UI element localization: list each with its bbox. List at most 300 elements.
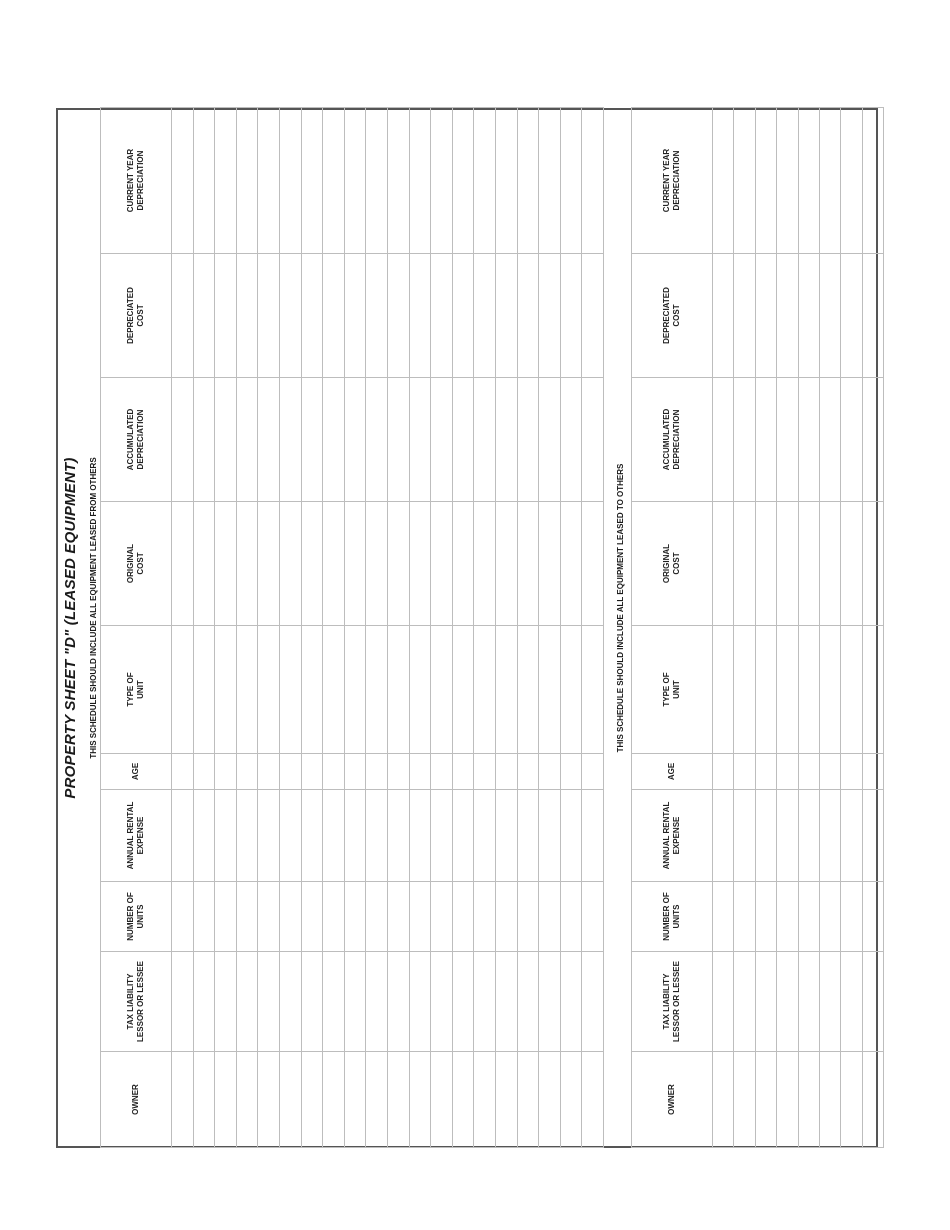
entry-cell[interactable] — [713, 882, 734, 952]
entry-cell[interactable] — [323, 952, 345, 1052]
entry-cell[interactable] — [387, 378, 409, 502]
entry-cell[interactable] — [582, 952, 604, 1052]
entry-cell[interactable] — [431, 108, 453, 254]
entry-cell[interactable] — [431, 502, 453, 626]
entry-cell[interactable] — [517, 882, 539, 952]
entry-cell[interactable] — [862, 254, 883, 378]
entry-cell[interactable] — [713, 952, 734, 1052]
entry-cell[interactable] — [323, 254, 345, 378]
entry-cell[interactable] — [172, 882, 194, 952]
table-row — [236, 108, 258, 1148]
entry-cell[interactable] — [582, 108, 604, 254]
entry-cell[interactable] — [215, 754, 237, 790]
table-row — [819, 108, 840, 1148]
entry-cell[interactable] — [517, 790, 539, 882]
entry-cell[interactable] — [236, 754, 258, 790]
entry-cell[interactable] — [819, 754, 840, 790]
entry-cell[interactable] — [431, 754, 453, 790]
entry-cell[interactable] — [582, 502, 604, 626]
entry-cell[interactable] — [366, 754, 388, 790]
entry-cell[interactable] — [301, 108, 323, 254]
entry-cell[interactable] — [366, 882, 388, 952]
entry-cell[interactable] — [582, 626, 604, 754]
entry-cell[interactable] — [323, 790, 345, 882]
entry-cell[interactable] — [193, 108, 215, 254]
entry-cell[interactable] — [777, 502, 798, 626]
entry-cell[interactable] — [409, 378, 431, 502]
entry-cell[interactable] — [517, 108, 539, 254]
entry-cell[interactable] — [734, 254, 755, 378]
entry-cell[interactable] — [215, 882, 237, 952]
entry-cell[interactable] — [560, 502, 582, 626]
entry-cell[interactable] — [323, 754, 345, 790]
entry-cell[interactable] — [172, 378, 194, 502]
entry-cell[interactable] — [409, 790, 431, 882]
entry-cell[interactable] — [236, 254, 258, 378]
entry-cell[interactable] — [539, 882, 561, 952]
entry-cell[interactable] — [734, 502, 755, 626]
entry-cell[interactable] — [172, 502, 194, 626]
entry-cell[interactable] — [366, 378, 388, 502]
entry-cell[interactable] — [862, 1052, 883, 1148]
entry-cell[interactable] — [474, 502, 496, 626]
entry-cell[interactable] — [236, 108, 258, 254]
entry-cell[interactable] — [215, 626, 237, 754]
entry-cell[interactable] — [409, 952, 431, 1052]
entry-cell[interactable] — [517, 754, 539, 790]
entry-cell[interactable] — [862, 754, 883, 790]
entry-cell[interactable] — [193, 378, 215, 502]
entry-cell[interactable] — [366, 502, 388, 626]
entry-cell[interactable] — [258, 882, 280, 952]
entry-cell[interactable] — [713, 626, 734, 754]
entry-cell[interactable] — [452, 882, 474, 952]
entry-cell[interactable] — [862, 790, 883, 882]
entry-cell[interactable] — [755, 754, 776, 790]
entry-cell[interactable] — [279, 378, 301, 502]
column-header-line2: DEPRECIATION — [672, 150, 681, 211]
entry-cell[interactable] — [755, 108, 776, 254]
entry-cell[interactable] — [862, 626, 883, 754]
entry-cell[interactable] — [366, 790, 388, 882]
entry-cell[interactable] — [258, 502, 280, 626]
entry-cell[interactable] — [258, 108, 280, 254]
entry-cell[interactable] — [560, 1052, 582, 1148]
entry-cell[interactable] — [323, 1052, 345, 1148]
table-row — [862, 108, 883, 1148]
entry-cell[interactable] — [755, 626, 776, 754]
entry-cell[interactable] — [755, 952, 776, 1052]
entry-cell[interactable] — [344, 1052, 366, 1148]
entry-cell[interactable] — [366, 952, 388, 1052]
entry-cell[interactable] — [755, 254, 776, 378]
table-row — [366, 108, 388, 1148]
entry-cell[interactable] — [713, 502, 734, 626]
entry-cell[interactable] — [474, 754, 496, 790]
entry-cell[interactable] — [777, 790, 798, 882]
entry-cell[interactable] — [193, 1052, 215, 1148]
entry-cell[interactable] — [215, 952, 237, 1052]
entry-cell[interactable] — [387, 952, 409, 1052]
entry-cell[interactable] — [172, 754, 194, 790]
entry-cell[interactable] — [495, 254, 517, 378]
entry-cell[interactable] — [236, 952, 258, 1052]
column-header-line1: TYPE OF — [126, 672, 135, 707]
entry-cell[interactable] — [344, 754, 366, 790]
entry-cell[interactable] — [215, 790, 237, 882]
entry-cell[interactable] — [387, 254, 409, 378]
entry-cell[interactable] — [841, 502, 862, 626]
column-header-0 — [632, 1052, 713, 1148]
entry-cell[interactable] — [560, 108, 582, 254]
entry-cell[interactable] — [539, 626, 561, 754]
entry-cell[interactable] — [539, 952, 561, 1052]
entry-cell[interactable] — [539, 1052, 561, 1148]
entry-cell[interactable] — [495, 108, 517, 254]
column-header-7 — [101, 378, 172, 502]
entry-cell[interactable] — [279, 626, 301, 754]
entry-cell[interactable] — [344, 790, 366, 882]
entry-cell[interactable] — [517, 254, 539, 378]
entry-cell[interactable] — [172, 952, 194, 1052]
entry-cell[interactable] — [474, 254, 496, 378]
entry-cell[interactable] — [431, 1052, 453, 1148]
entry-cell[interactable] — [409, 754, 431, 790]
entry-cell[interactable] — [431, 882, 453, 952]
entry-cell[interactable] — [366, 254, 388, 378]
entry-cell[interactable] — [215, 254, 237, 378]
entry-cell[interactable] — [560, 754, 582, 790]
entry-cell[interactable] — [474, 790, 496, 882]
table-row — [387, 108, 409, 1148]
entry-cell[interactable] — [452, 254, 474, 378]
entry-cell[interactable] — [387, 790, 409, 882]
entry-cell[interactable] — [539, 754, 561, 790]
entry-cell[interactable] — [755, 378, 776, 502]
leased-to-table — [631, 107, 884, 1148]
entry-cell[interactable] — [193, 254, 215, 378]
entry-cell[interactable] — [841, 1052, 862, 1148]
entry-cell[interactable] — [431, 378, 453, 502]
entry-cell[interactable] — [452, 1052, 474, 1148]
entry-cell[interactable] — [841, 108, 862, 254]
entry-cell[interactable] — [819, 1052, 840, 1148]
entry-cell[interactable] — [387, 108, 409, 254]
entry-cell[interactable] — [193, 882, 215, 952]
entry-cell[interactable] — [193, 790, 215, 882]
entry-cell[interactable] — [172, 790, 194, 882]
entry-cell[interactable] — [344, 108, 366, 254]
entry-cell[interactable] — [734, 790, 755, 882]
entry-cell[interactable] — [279, 952, 301, 1052]
entry-cell[interactable] — [409, 882, 431, 952]
entry-cell[interactable] — [841, 254, 862, 378]
entry-cell[interactable] — [734, 378, 755, 502]
entry-cell[interactable] — [474, 378, 496, 502]
entry-cell[interactable] — [301, 254, 323, 378]
entry-cell[interactable] — [215, 502, 237, 626]
entry-cell[interactable] — [798, 378, 819, 502]
entry-cell[interactable] — [777, 378, 798, 502]
entry-cell[interactable] — [862, 882, 883, 952]
entry-cell[interactable] — [279, 790, 301, 882]
entry-cell[interactable] — [258, 626, 280, 754]
entry-cell[interactable] — [734, 626, 755, 754]
entry-cell[interactable] — [301, 1052, 323, 1148]
entry-cell[interactable] — [301, 378, 323, 502]
entry-cell[interactable] — [366, 1052, 388, 1148]
column-header-5 — [101, 626, 172, 754]
entry-cell[interactable] — [582, 1052, 604, 1148]
entry-cell[interactable] — [819, 626, 840, 754]
entry-cell[interactable] — [474, 1052, 496, 1148]
entry-cell[interactable] — [713, 754, 734, 790]
entry-cell[interactable] — [777, 754, 798, 790]
entry-cell[interactable] — [539, 502, 561, 626]
entry-cell[interactable] — [819, 502, 840, 626]
entry-cell[interactable] — [798, 108, 819, 254]
entry-cell[interactable] — [495, 790, 517, 882]
entry-cell[interactable] — [323, 626, 345, 754]
entry-cell[interactable] — [387, 754, 409, 790]
entry-cell[interactable] — [841, 882, 862, 952]
entry-cell[interactable] — [819, 952, 840, 1052]
entry-cell[interactable] — [798, 1052, 819, 1148]
entry-cell[interactable] — [452, 790, 474, 882]
header-row — [632, 108, 713, 1148]
entry-cell[interactable] — [841, 790, 862, 882]
entry-cell[interactable] — [193, 502, 215, 626]
entry-cell[interactable] — [734, 952, 755, 1052]
entry-cell[interactable] — [560, 378, 582, 502]
entry-cell[interactable] — [236, 1052, 258, 1148]
entry-cell[interactable] — [517, 1052, 539, 1148]
entry-cell[interactable] — [777, 626, 798, 754]
entry-cell[interactable] — [452, 378, 474, 502]
entry-cell[interactable] — [279, 108, 301, 254]
entry-cell[interactable] — [301, 790, 323, 882]
entry-cell[interactable] — [301, 882, 323, 952]
entry-cell[interactable] — [387, 1052, 409, 1148]
entry-cell[interactable] — [193, 952, 215, 1052]
entry-cell[interactable] — [236, 626, 258, 754]
entry-cell[interactable] — [841, 626, 862, 754]
entry-cell[interactable] — [215, 1052, 237, 1148]
entry-cell[interactable] — [474, 626, 496, 754]
entry-cell[interactable] — [777, 1052, 798, 1148]
entry-cell[interactable] — [798, 626, 819, 754]
entry-cell[interactable] — [495, 952, 517, 1052]
entry-cell[interactable] — [582, 254, 604, 378]
entry-cell[interactable] — [539, 378, 561, 502]
entry-cell[interactable] — [755, 1052, 776, 1148]
entry-cell[interactable] — [236, 378, 258, 502]
entry-cell[interactable] — [819, 790, 840, 882]
entry-cell[interactable] — [582, 882, 604, 952]
entry-cell[interactable] — [560, 254, 582, 378]
entry-cell[interactable] — [344, 502, 366, 626]
entry-cell[interactable] — [215, 108, 237, 254]
entry-cell[interactable] — [798, 502, 819, 626]
entry-cell[interactable] — [344, 378, 366, 502]
entry-cell[interactable] — [798, 790, 819, 882]
entry-cell[interactable] — [279, 754, 301, 790]
entry-cell[interactable] — [344, 882, 366, 952]
entry-cell[interactable] — [777, 952, 798, 1052]
entry-cell[interactable] — [236, 882, 258, 952]
entry-cell[interactable] — [582, 378, 604, 502]
entry-cell[interactable] — [172, 1052, 194, 1148]
entry-cell[interactable] — [777, 254, 798, 378]
entry-cell[interactable] — [301, 626, 323, 754]
entry-cell[interactable] — [279, 1052, 301, 1148]
header-row — [101, 108, 172, 1148]
entry-cell[interactable] — [258, 790, 280, 882]
entry-cell[interactable] — [734, 1052, 755, 1148]
entry-cell[interactable] — [495, 754, 517, 790]
entry-cell[interactable] — [517, 378, 539, 502]
entry-cell[interactable] — [387, 502, 409, 626]
entry-cell[interactable] — [301, 502, 323, 626]
entry-cell[interactable] — [495, 882, 517, 952]
entry-cell[interactable] — [713, 1052, 734, 1148]
entry-cell[interactable] — [474, 952, 496, 1052]
entry-cell[interactable] — [713, 378, 734, 502]
entry-cell[interactable] — [755, 790, 776, 882]
entry-cell[interactable] — [387, 882, 409, 952]
entry-cell[interactable] — [193, 626, 215, 754]
entry-cell[interactable] — [560, 882, 582, 952]
entry-cell[interactable] — [495, 378, 517, 502]
entry-cell[interactable] — [409, 1052, 431, 1148]
entry-cell[interactable] — [279, 502, 301, 626]
entry-cell[interactable] — [258, 254, 280, 378]
entry-cell[interactable] — [409, 502, 431, 626]
entry-cell[interactable] — [777, 108, 798, 254]
column-header-line1: OWNER — [131, 1084, 140, 1115]
column-header-line1: TAX LIABILITY — [126, 973, 135, 1030]
entry-cell[interactable] — [798, 254, 819, 378]
entry-cell[interactable] — [517, 626, 539, 754]
entry-cell[interactable] — [452, 754, 474, 790]
entry-cell[interactable] — [841, 952, 862, 1052]
entry-cell[interactable] — [539, 108, 561, 254]
entry-cell[interactable] — [841, 378, 862, 502]
entry-cell[interactable] — [431, 254, 453, 378]
entry-cell[interactable] — [734, 108, 755, 254]
entry-cell[interactable] — [236, 790, 258, 882]
entry-cell[interactable] — [734, 754, 755, 790]
entry-cell[interactable] — [560, 790, 582, 882]
entry-cell[interactable] — [344, 626, 366, 754]
entry-cell[interactable] — [366, 626, 388, 754]
entry-cell[interactable] — [798, 952, 819, 1052]
entry-cell[interactable] — [344, 254, 366, 378]
entry-cell[interactable] — [323, 502, 345, 626]
entry-cell[interactable] — [431, 790, 453, 882]
entry-cell[interactable] — [452, 626, 474, 754]
entry-cell[interactable] — [258, 952, 280, 1052]
entry-cell[interactable] — [862, 502, 883, 626]
entry-cell[interactable] — [301, 754, 323, 790]
entry-cell[interactable] — [452, 502, 474, 626]
entry-cell[interactable] — [819, 108, 840, 254]
entry-cell[interactable] — [798, 754, 819, 790]
entry-cell[interactable] — [560, 952, 582, 1052]
entry-cell[interactable] — [172, 626, 194, 754]
entry-cell[interactable] — [409, 626, 431, 754]
entry-cell[interactable] — [431, 626, 453, 754]
entry-cell[interactable] — [431, 952, 453, 1052]
entry-cell[interactable] — [862, 378, 883, 502]
entry-cell[interactable] — [344, 952, 366, 1052]
entry-cell[interactable] — [452, 108, 474, 254]
entry-cell[interactable] — [517, 952, 539, 1052]
entry-cell[interactable] — [582, 754, 604, 790]
entry-cell[interactable] — [539, 790, 561, 882]
entry-cell[interactable] — [474, 882, 496, 952]
entry-cell[interactable] — [279, 882, 301, 952]
entry-cell[interactable] — [495, 1052, 517, 1148]
entry-cell[interactable] — [366, 108, 388, 254]
entry-cell[interactable] — [798, 882, 819, 952]
entry-cell[interactable] — [713, 790, 734, 882]
entry-cell[interactable] — [560, 626, 582, 754]
entry-cell[interactable] — [172, 108, 194, 254]
entry-cell[interactable] — [452, 952, 474, 1052]
entry-cell[interactable] — [841, 754, 862, 790]
entry-cell[interactable] — [258, 754, 280, 790]
entry-cell[interactable] — [215, 378, 237, 502]
entry-cell[interactable] — [517, 502, 539, 626]
entry-cell[interactable] — [862, 108, 883, 254]
column-header-line2: EXPENSE — [136, 816, 145, 855]
entry-cell[interactable] — [862, 952, 883, 1052]
entry-cell[interactable] — [279, 254, 301, 378]
entry-cell[interactable] — [301, 952, 323, 1052]
entry-cell[interactable] — [193, 754, 215, 790]
entry-cell[interactable] — [323, 108, 345, 254]
entry-cell[interactable] — [713, 254, 734, 378]
entry-cell[interactable] — [387, 626, 409, 754]
entry-cell[interactable] — [409, 108, 431, 254]
entry-cell[interactable] — [258, 378, 280, 502]
entry-cell[interactable] — [777, 882, 798, 952]
entry-cell[interactable] — [236, 502, 258, 626]
entry-cell[interactable] — [539, 254, 561, 378]
entry-cell[interactable] — [495, 626, 517, 754]
entry-cell[interactable] — [819, 254, 840, 378]
entry-cell[interactable] — [409, 254, 431, 378]
entry-cell[interactable] — [819, 882, 840, 952]
column-header-5 — [632, 626, 713, 754]
entry-cell[interactable] — [258, 1052, 280, 1148]
entry-cell[interactable] — [172, 254, 194, 378]
entry-cell[interactable] — [495, 502, 517, 626]
entry-cell[interactable] — [323, 378, 345, 502]
entry-cell[interactable] — [755, 502, 776, 626]
entry-cell[interactable] — [734, 882, 755, 952]
table-row — [193, 108, 215, 1148]
entry-cell[interactable] — [582, 790, 604, 882]
entry-cell[interactable] — [755, 882, 776, 952]
entry-cell[interactable] — [713, 108, 734, 254]
column-header-line1: ORIGINAL — [126, 543, 135, 584]
entry-cell[interactable] — [819, 378, 840, 502]
entry-cell[interactable] — [474, 108, 496, 254]
table-row — [215, 108, 237, 1148]
entry-cell[interactable] — [323, 882, 345, 952]
